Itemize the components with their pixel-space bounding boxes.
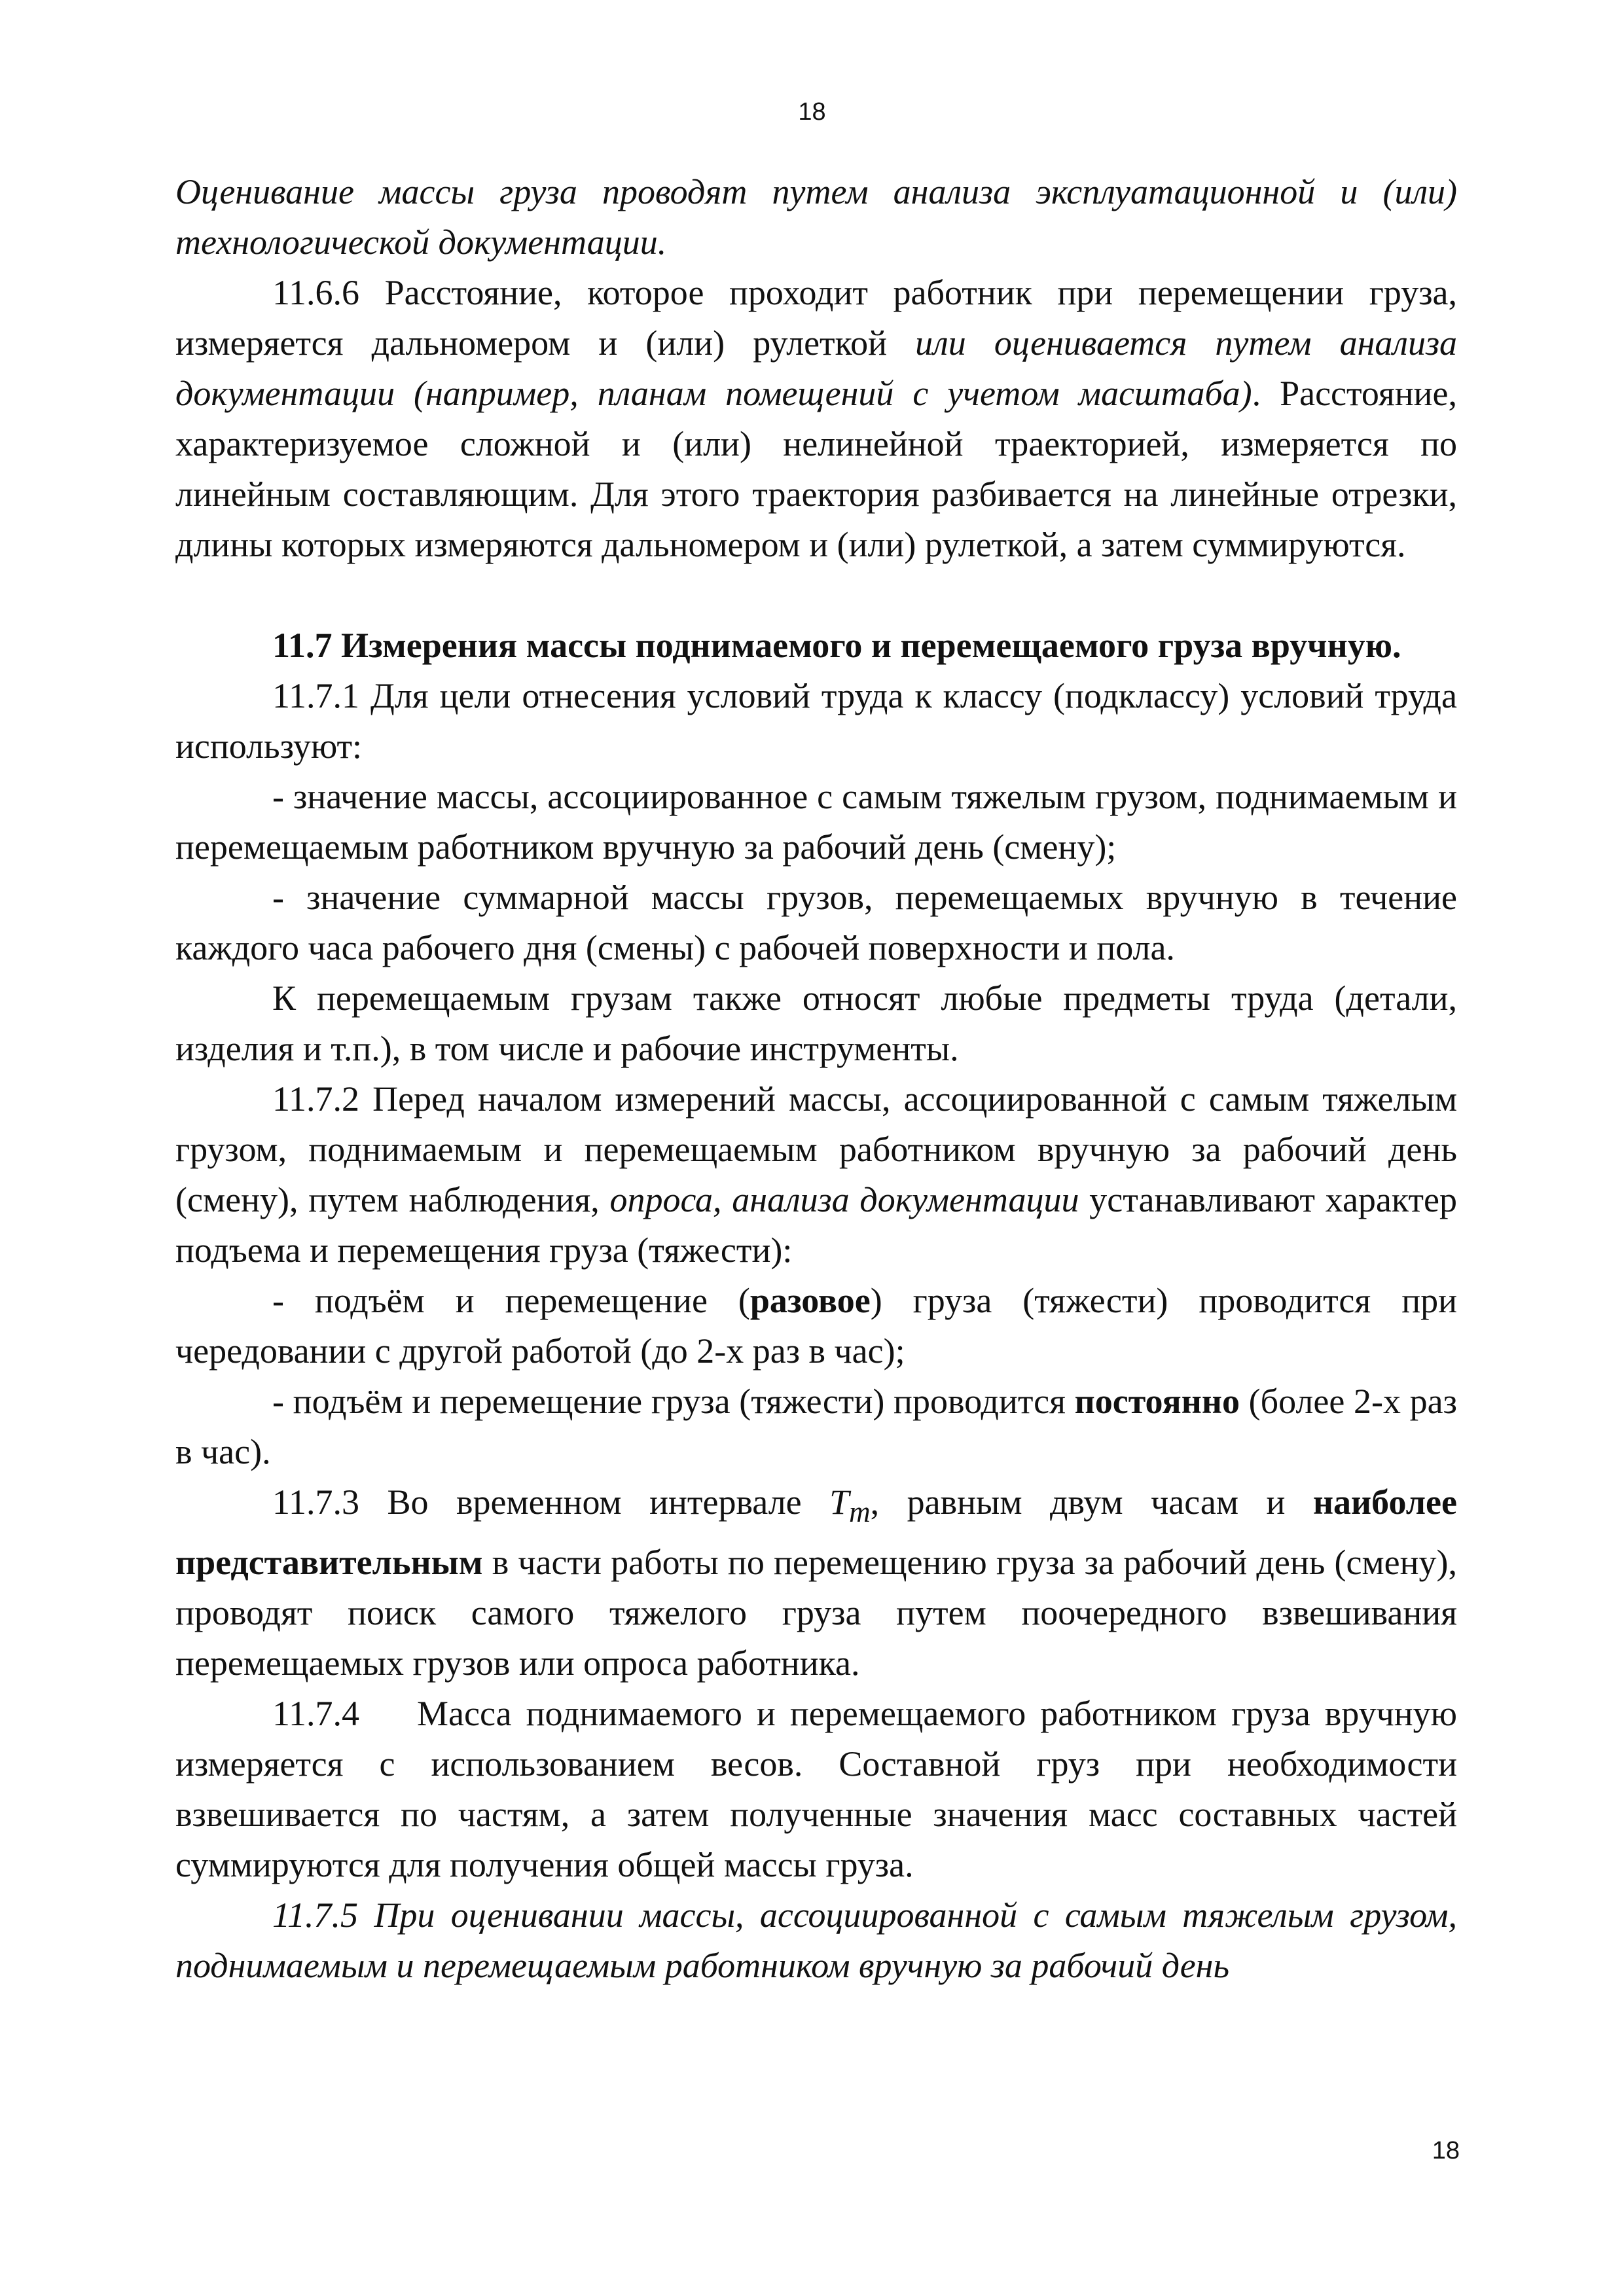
time-interval-subscript: m: [849, 1495, 871, 1528]
page-number-top: 18: [798, 98, 826, 126]
list-item-constant-lift-part-a: - подъём и перемещение груза (тяжести) проводится: [272, 1382, 1075, 1421]
paragraph-11-6-6-italic: или оценивается путем анализа документации (например, планам помещений с учетом масштаба): [175, 323, 1458, 413]
paragraph-11-7-2: [175, 1074, 1457, 1276]
paragraph-11-7-3-part-a: 11.7.3 Во временном интервале: [272, 1482, 830, 1522]
paragraph-moved-loads: К перемещаемым грузам также относят любые предметы труда (детали, изделия и т.п.), в том числе и рабочие инструменты.: [175, 978, 1457, 1068]
paragraph-11-7-3-bold: наиболее представительным: [175, 1482, 1457, 1582]
paragraph-11-7-2-italic: опроса, анализа документации: [609, 1180, 1079, 1219]
list-item-single-lift-part-c: ) груза (тяжести) проводится при чередовании с другой работой (до 2-х раз в час);: [175, 1281, 1457, 1371]
spacer: [175, 570, 1457, 620]
list-item-single-lift: [175, 1276, 1457, 1376]
list-item-single-lift-part-a: - подъём и перемещение (: [272, 1281, 750, 1320]
list-item-mass-heaviest: - значение массы, ассоциированное с самым тяжелым грузом, поднимаемым и перемещаемым работником вручную за рабочий день (смену);: [175, 777, 1457, 867]
paragraph-11-7-5: 11.7.5 При оценивании массы, ассоциированной с самым тяжелым грузом, поднимаемым и перемещаемым работником вручную за рабочий день: [175, 1895, 1457, 1985]
paragraph-11-6-6: [175, 268, 1457, 570]
paragraph-mass-estimation: Оценивание массы груза проводят путем анализа эксплуатационной и (или) технологической документации.: [175, 172, 1457, 262]
list-item-mass-total: - значение суммарной массы грузов, перемещаемых вручную в течение каждого часа рабочего дня (смены) с рабочей поверхности и пола.: [175, 878, 1457, 967]
paragraph-11-7-3-part-c: в части работы по перемещению груза за рабочий день (смену), проводят поиск самого тяжелого груза путем поочередного взвешивания перемещаемых грузов или опроса работника.: [175, 1542, 1457, 1683]
paragraph-11-6-6-part-c: . Расстояние, характеризуемое сложной и (или) нелинейной траекторией, измеряется по линейным составляющим. Для этого траектория разбивается на линейные отрезки, длины которых измеряются дальномером и (или) рулеткой, а затем суммируются.: [175, 374, 1457, 564]
paragraph-11-7-4: 11.7.4 Масса поднимаемого и перемещаемого работником груза вручную измеряется с использованием весов. Составной груз при необходимости взвешивается по частям, а затем полученные значения масс составных частей суммируются для получения общей массы груза.: [175, 1693, 1466, 1884]
page-number-bottom: 18: [1432, 2137, 1460, 2164]
list-item-single-lift-bold: разовое: [749, 1281, 871, 1320]
list-item-constant-lift: [175, 1376, 1457, 1477]
paragraph-11-7-2-part-c: устанавливают характер подъема и перемещения груза (тяжести):: [175, 1180, 1457, 1270]
section-heading-11-7: 11.7 Измерения массы поднимаемого и перемещаемого груза вручную.: [272, 626, 1401, 665]
paragraph-11-7-3: [175, 1477, 1457, 1689]
list-item-constant-lift-part-c: (более 2-х раз в час).: [175, 1382, 1457, 1471]
list-item-constant-lift-bold: постоянно: [1074, 1382, 1240, 1421]
paragraph-11-7-2-part-a: 11.7.2 Перед началом измерений массы, ассоциированной с самым тяжелым грузом, поднимаемым и перемещаемым работником вручную за рабочий день (смену), путем наблюдения,: [175, 1079, 1457, 1219]
time-interval-symbol: T: [829, 1482, 850, 1522]
paragraph-11-7-1: 11.7.1 Для цели отнесения условий труда к классу (подклассу) условий труда используют:: [175, 676, 1457, 766]
paragraph-11-6-6-part-a: 11.6.6 Расстояние, которое проходит работник при перемещении груза, измеряется дальномером и (или) рулеткой: [175, 273, 1457, 363]
paragraph-11-7-3-part-b: , равным двум часам и: [870, 1482, 1313, 1522]
document-body: [175, 167, 1466, 1991]
